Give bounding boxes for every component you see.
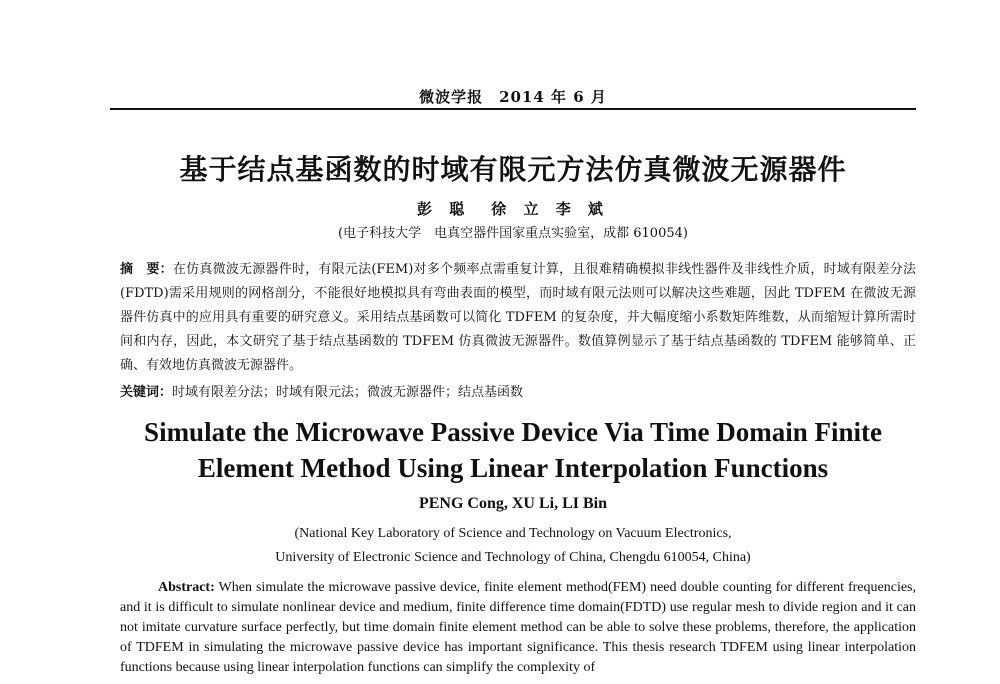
english-abstract	[120, 578, 916, 678]
chinese-abstract-text: 在仿真微波无源器件时，有限元法(FEM)对多个频率点需重复计算，且很难精确模拟非线性器件及非线性介质，时域有限差分法(FDTD)需采用规则的网格剖分，不能很好地模拟具有弯曲表面的模型，而时域有限元法则可以解决这些难题，因此 TDFEM 在微波无源器件仿真中的应用具有重要的研究意义。采用结点基函数可以简化 TDFEM 的复杂度，并大幅度缩小系数矩阵维数，从而缩短计算所需时间和内存，因此，本文研究了基于结点基函数的 TDFEM 仿真微波无源器件。数值算例显示了基于结点基函数的 TDFEM 能够简单、正确、有效地仿真微波无源器件。	[120, 262, 916, 373]
english-affiliation-line-1: (National Key Laboratory of Science and Technology on Vacuum Electronics,	[294, 526, 732, 541]
english-affiliation-line-2: University of Electronic Science and Technology of China, Chengdu 610054, China)	[275, 550, 751, 565]
chinese-authors: 彭 聪 徐 立 李 斌	[417, 200, 609, 218]
chinese-keywords-text: 时域有限差分法；时域有限元法；微波无源器件；结点基函数	[172, 385, 524, 400]
english-abstract-text: When simulate the microwave passive device, finite element method(FEM) need double counting for different frequencies, and it is difficult to simulate nonlinear device and medium, finite difference time domain(FDTD) use regular mesh to divide region and it can not imitate curvature surface perfectly, but time domain finite element method can be able to solve these problems, therefore, the application of TDFEM in simulating the microwave passive device has important significance. This thesis research TDFEM using linear interpolation functions because using linear interpolation functions can simplify the complexity of	[120, 580, 916, 675]
running-header: 微波学报 2014 年 6 月	[419, 88, 607, 106]
chinese-title: 基于结点基函数的时域有限元方法仿真微波无源器件	[179, 153, 847, 186]
english-affiliation	[110, 522, 916, 570]
chinese-keywords-label: 关键词：	[120, 385, 173, 400]
chinese-keywords	[120, 381, 916, 405]
english-authors: PENG Cong, XU Li, LI Bin	[418, 495, 608, 512]
chinese-abstract	[120, 258, 916, 378]
english-abstract-label: Abstract:	[158, 580, 215, 595]
chinese-affiliation: (电子科技大学 电真空器件国家重点实验室，成都 610054)	[338, 226, 688, 241]
header-rule	[110, 108, 916, 110]
english-title-line-2: Element Method Using Linear Interpolation Functions	[197, 453, 829, 483]
english-title-line-1: Simulate the Microwave Passive Device Via Time Domain Finite	[144, 417, 882, 447]
english-title	[110, 414, 916, 486]
chinese-abstract-label: 摘 要：	[120, 262, 173, 277]
